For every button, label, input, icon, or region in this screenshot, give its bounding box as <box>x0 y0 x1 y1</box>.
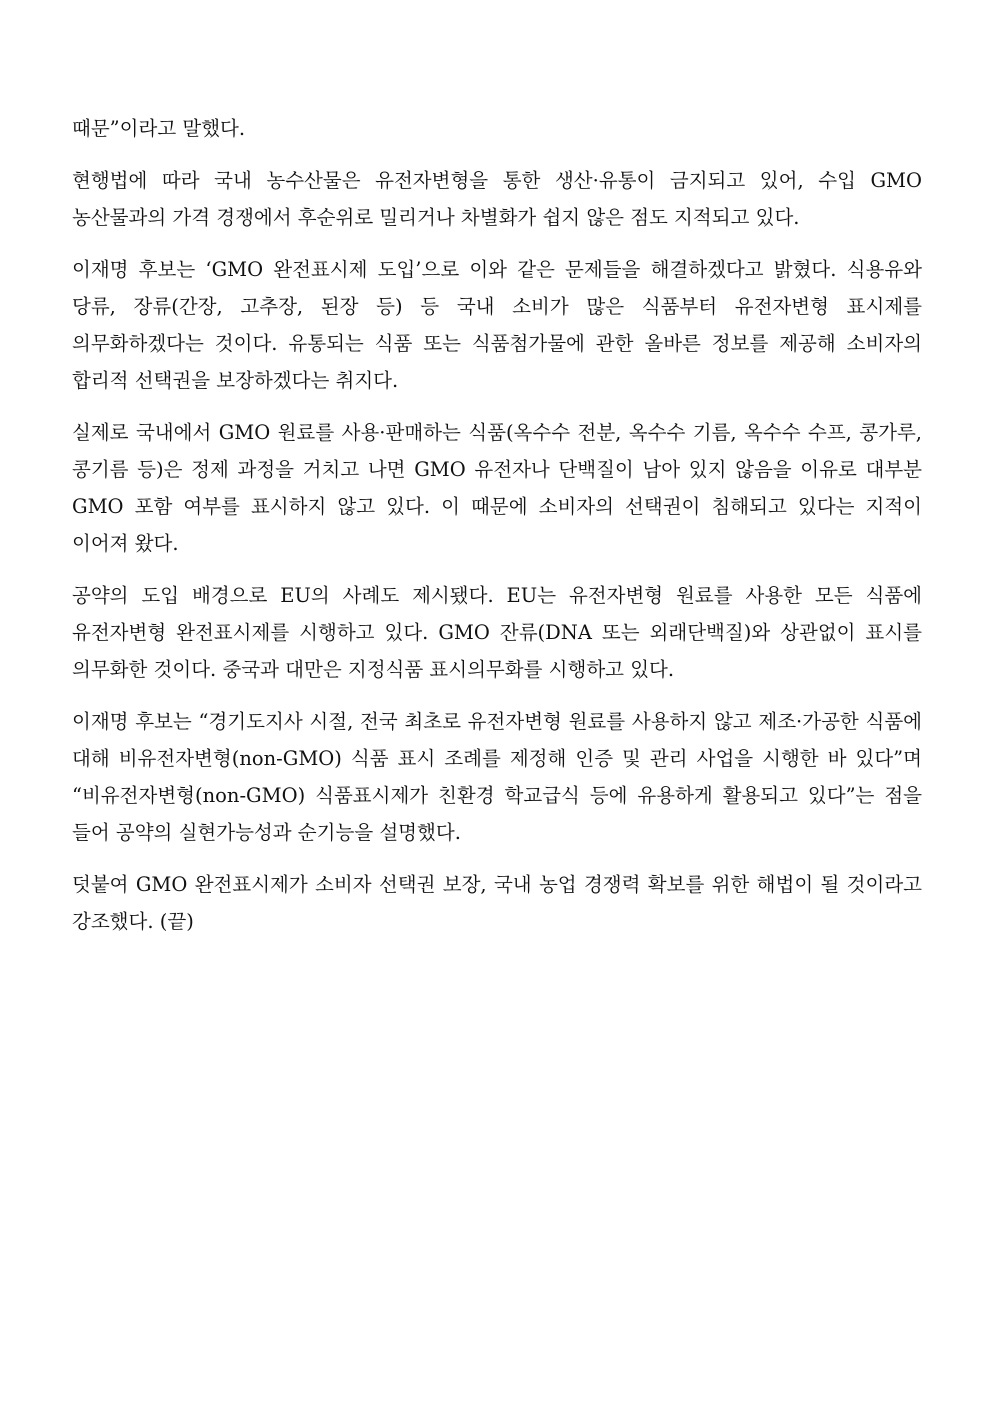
paragraph-continuation: 때문”이라고 말했다. <box>72 117 246 140</box>
paragraph-conclusion: 덧붙여 GMO 완전표시제가 소비자 선택권 보장, 국내 농업 경쟁력 확보를 위한 해법이 될 것이라고 강조했다. (끝) <box>72 873 922 933</box>
paragraph-eu-example: 공약의 도입 배경으로 EU의 사례도 제시됐다. EU는 유전자변형 원료를 사용한 모든 식품에 유전자변형 완전표시제를 시행하고 있다. GMO 잔류(DNA 또는 외래단백질)와 상관없이 표시를 의무화한 것이다. 중국과 대만은 지정식품 표시의무화를 시행하고 있다. <box>72 584 922 681</box>
paragraph-domestic-practice: 실제로 국내에서 GMO 원료를 사용·판매하는 식품(옥수수 전분, 옥수수 기름, 옥수수 수프, 콩가루, 콩기름 등)은 정제 과정을 거치고 나면 GMO 유전자나 단백질이 남아 있지 않음을 이유로 대부분 GMO 포함 여부를 표시하지 않고 있다. 이 때문에 소비자의 선택권이 침해되고 있다는 지적이 이어져 왔다. <box>72 421 923 555</box>
paragraph-current-law: 현행법에 따라 국내 농수산물은 유전자변형을 통한 생산·유통이 금지되고 있어, 수입 GMO 농산물과의 가격 경쟁에서 후순위로 밀리거나 차별화가 쉽지 않은 점도 지적되고 있다. <box>72 169 922 229</box>
paragraph-gyeonggi-record: 이재명 후보는 “경기도지사 시절, 전국 최초로 유전자변형 원료를 사용하지 않고 제조·가공한 식품에 대해 비유전자변형(non-GMO) 식품 표시 조례를 제정해 인증 및 관리 사업을 시행한 바 있다”며 “비유전자변형(non-GMO) 식품표시제가 친환경 학교급식 등에 유용하게 활용되고 있다”는 점을 들어 공약의 실현가능성과 순기능을 설명했다. <box>72 710 922 844</box>
document-body <box>72 110 922 955</box>
paragraph-full-labeling-pledge: 이재명 후보는 ‘GMO 완전표시제 도입’으로 이와 같은 문제들을 해결하겠다고 밝혔다. 식용유와 당류, 장류(간장, 고추장, 된장 등) 등 국내 소비가 많은 식품부터 유전자변형 표시제를 의무화하겠다는 것이다. 유통되는 식품 또는 식품첨가물에 관한 올바른 정보를 제공해 소비자의 합리적 선택권을 보장하겠다는 취지다. <box>72 258 922 392</box>
